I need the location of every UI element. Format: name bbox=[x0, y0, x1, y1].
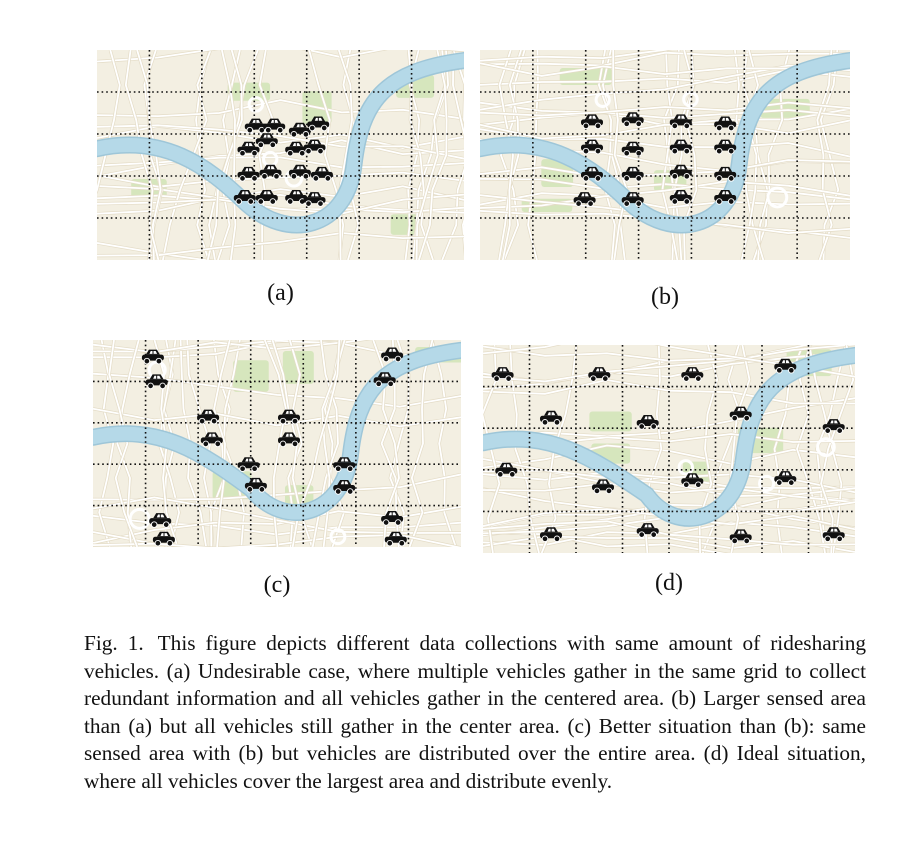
panel-a bbox=[97, 50, 464, 310]
panel-label-a: (a) bbox=[267, 280, 294, 306]
panel-label-c: (c) bbox=[263, 572, 291, 598]
city-map-d bbox=[483, 345, 855, 553]
panel-d bbox=[483, 345, 855, 600]
figure-caption bbox=[84, 630, 866, 795]
city-map-a bbox=[97, 50, 464, 260]
panel-c bbox=[93, 340, 461, 600]
park-area bbox=[391, 214, 418, 235]
panel-label-b: (b) bbox=[651, 284, 679, 310]
city-map-b bbox=[480, 50, 850, 260]
park-area bbox=[589, 411, 631, 431]
panel-b bbox=[480, 50, 850, 315]
panel-label-d: (d) bbox=[655, 570, 683, 596]
figure-label: Fig. 1. bbox=[84, 631, 144, 655]
city-map-c bbox=[93, 340, 461, 547]
caption-text: This figure depicts different data collections with same amount of ridesharing vehicles. (a) Undesirable case, where multiple vehicles gather in the same grid to collect redundant information and all vehicles gather in the centered area. (b) Larger sensed area than (a) but all vehicles still gather in the center area. (c) Better situation than (b): same sensed area with (b) but vehicles are distributed over the entire area. (d) Ideal situation, where all vehicles cover the largest area and distribute evenly. bbox=[84, 631, 867, 793]
